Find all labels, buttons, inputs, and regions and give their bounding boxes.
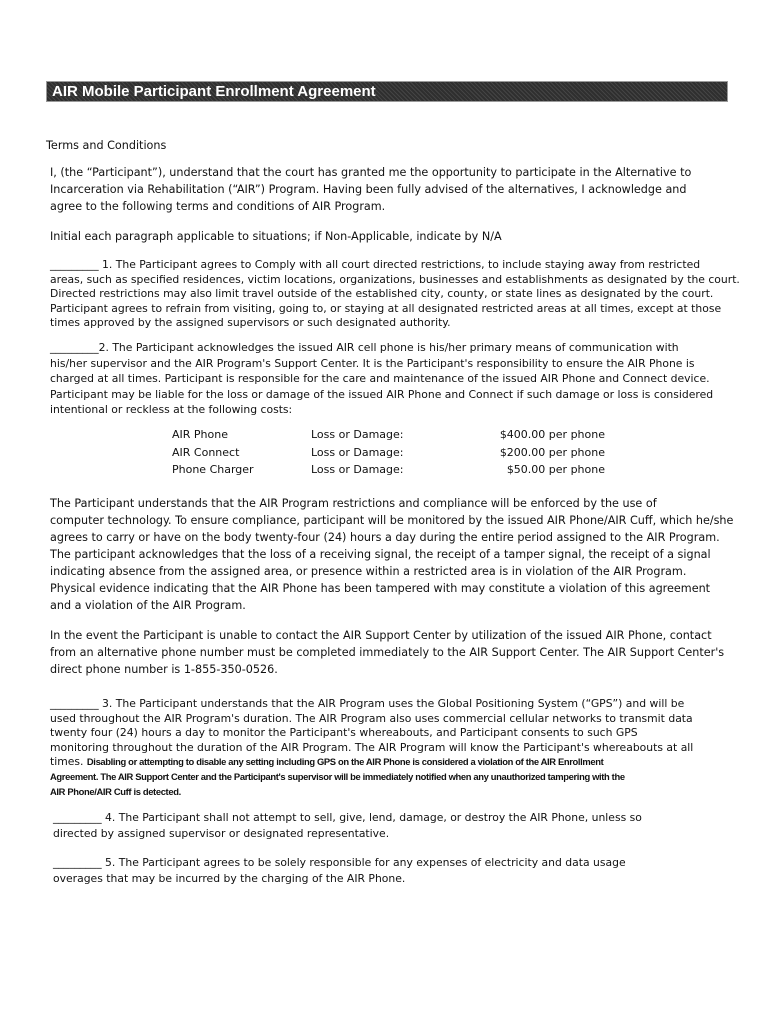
- cost-row: [172, 426, 605, 444]
- intro-line: Incarceration via Rehabilitation (“AIR”) Program. Having been fully advised of the alternatives, I acknowledge and: [50, 183, 687, 196]
- monitoring-line: and a violation of the AIR Program.: [50, 599, 246, 612]
- terms-heading-text: Terms and Conditions: [46, 139, 167, 152]
- paragraph-3-line: _________ 3. The Participant understands that the AIR Program uses the Global Positioning System (“GPS”) and will be: [50, 697, 685, 710]
- cost-amount: $50.00 per phone: [506, 463, 605, 476]
- paragraph-1-line: _________ 1. The Participant agrees to Comply with all court directed restrictions, to include staying away from restricted: [50, 258, 701, 271]
- paragraph-2-line: _________2. The Participant acknowledges the issued AIR cell phone is his/her primary means of communication with: [50, 341, 679, 354]
- cost-type: Loss or Damage:: [311, 428, 404, 441]
- monitoring-paragraph: [50, 495, 733, 614]
- title-bar: [46, 81, 728, 102]
- contact-line: direct phone number is 1-855-350-0526.: [50, 663, 278, 676]
- cost-row: [172, 461, 605, 479]
- monitoring-line: The participant acknowledges that the loss of a receiving signal, the receipt of a tamper signal, the receipt of a signal: [50, 548, 711, 561]
- paragraph-5-line: overages that may be incurred by the charging of the AIR Phone.: [53, 871, 406, 885]
- cost-amount: $400.00 per phone: [499, 428, 605, 441]
- paragraph-2-line: his/her supervisor and the AIR Program's Support Center. It is the Participant's responsibility to ensure the AIR Phone is: [50, 356, 695, 370]
- terms-heading: [46, 137, 166, 154]
- paragraph-3-bold-line: AIR Phone/AIR Cuff is detected.: [50, 785, 181, 797]
- paragraph-5: [53, 855, 626, 886]
- paragraph-1: [50, 258, 740, 331]
- cost-table: [172, 426, 605, 479]
- paragraph-2-line: Participant may be liable for the loss or damage of the issued AIR Phone and Connect if such damage or loss is considered: [50, 387, 714, 401]
- paragraph-2: [50, 340, 713, 418]
- paragraph-4-line: directed by assigned supervisor or designated representative.: [53, 826, 390, 840]
- contact-paragraph: [50, 627, 724, 678]
- paragraph-3-line: monitoring throughout the duration of the AIR Program. The AIR Program will know the Participant's whereabouts at all: [50, 740, 694, 754]
- cost-type: Loss or Damage:: [311, 463, 404, 476]
- paragraph-1-line: times approved by the assigned supervisors or such designated authority.: [50, 316, 451, 330]
- paragraph-3: [50, 697, 693, 799]
- paragraph-5-line: _________ 5. The Participant agrees to be solely responsible for any expenses of electricity and data usage: [53, 856, 626, 869]
- monitoring-line: computer technology. To ensure compliance, participant will be monitored by the issued AIR Phone/AIR Cuff, which he/she: [50, 514, 734, 527]
- paragraph-4-line: _________ 4. The Participant shall not attempt to sell, give, lend, damage, or destroy the AIR Phone, unless so: [53, 811, 642, 824]
- paragraph-3-times: times.: [50, 755, 84, 769]
- initial-instruction-text: Initial each paragraph applicable to situations; if Non-Applicable, indicate by N/A: [50, 230, 502, 243]
- cost-item: AIR Connect: [172, 445, 240, 459]
- paragraph-1-line: areas, such as specified residences, victim locations, organizations, businesses and establishments as designated by the court.: [50, 272, 740, 286]
- monitoring-line: The Participant understands that the AIR Program restrictions and compliance will be enforced by the use of: [50, 497, 657, 510]
- cost-amount: $200.00 per phone: [499, 445, 605, 459]
- paragraph-1-line: Participant agrees to refrain from visiting, going to, or staying at all designated restricted areas at all times, except at those: [50, 301, 722, 315]
- monitoring-line: agrees to carry or have on the body twenty-four (24) hours a day during the entire period assigned to the AIR Program.: [50, 531, 720, 544]
- contact-line: from an alternative phone number must be completed immediately to the AIR Support Center. The AIR Support Center's: [50, 646, 725, 659]
- paragraph-3-line: used throughout the AIR Program's duration. The AIR Program also uses commercial cellular networks to transmit data: [50, 711, 693, 725]
- cost-type: Loss or Damage:: [311, 445, 404, 459]
- cost-row: [172, 444, 605, 462]
- document-title: AIR Mobile Participant Enrollment Agreement: [52, 83, 376, 100]
- paragraph-1-line: Directed restrictions may also limit travel outside of the established city, county, or state lines as designated by the court.: [50, 287, 714, 301]
- intro-line: agree to the following terms and conditions of AIR Program.: [50, 200, 386, 213]
- intro-paragraph: [50, 164, 691, 215]
- paragraph-4: [53, 810, 642, 841]
- paragraph-3-bold-line: Agreement. The AIR Support Center and the Participant's supervisor will be immediately notified when any unauthorized tampering with the: [50, 770, 625, 782]
- contact-line: In the event the Participant is unable to contact the AIR Support Center by utilization of the issued AIR Phone, contact: [50, 629, 712, 642]
- initial-instruction: [50, 228, 502, 245]
- paragraph-3-line: [50, 755, 693, 770]
- paragraph-2-line: charged at all times. Participant is responsible for the care and maintenance of the issued AIR Phone and Connect device.: [50, 372, 710, 386]
- paragraph-3-bold-text: Disabling or attempting to disable any setting including GPS on the AIR Phone is considered a violation of the AIR Enrollment: [86, 756, 604, 768]
- monitoring-line: indicating absence from the assigned area, or presence within a restricted area is in violation of the AIR Program.: [50, 565, 687, 578]
- cost-item: Phone Charger: [172, 463, 254, 476]
- paragraph-2-line: intentional or reckless at the following costs:: [50, 403, 293, 417]
- paragraph-3-line: twenty four (24) hours a day to monitor the Participant's whereabouts, and Participant consents to such GPS: [50, 726, 638, 740]
- intro-line: I, (the “Participant”), understand that the court has granted me the opportunity to participate in the Alternative to: [50, 166, 692, 179]
- monitoring-line: Physical evidence indicating that the AIR Phone has been tampered with may constitute a violation of this agreement: [50, 582, 711, 595]
- cost-item: AIR Phone: [172, 428, 228, 441]
